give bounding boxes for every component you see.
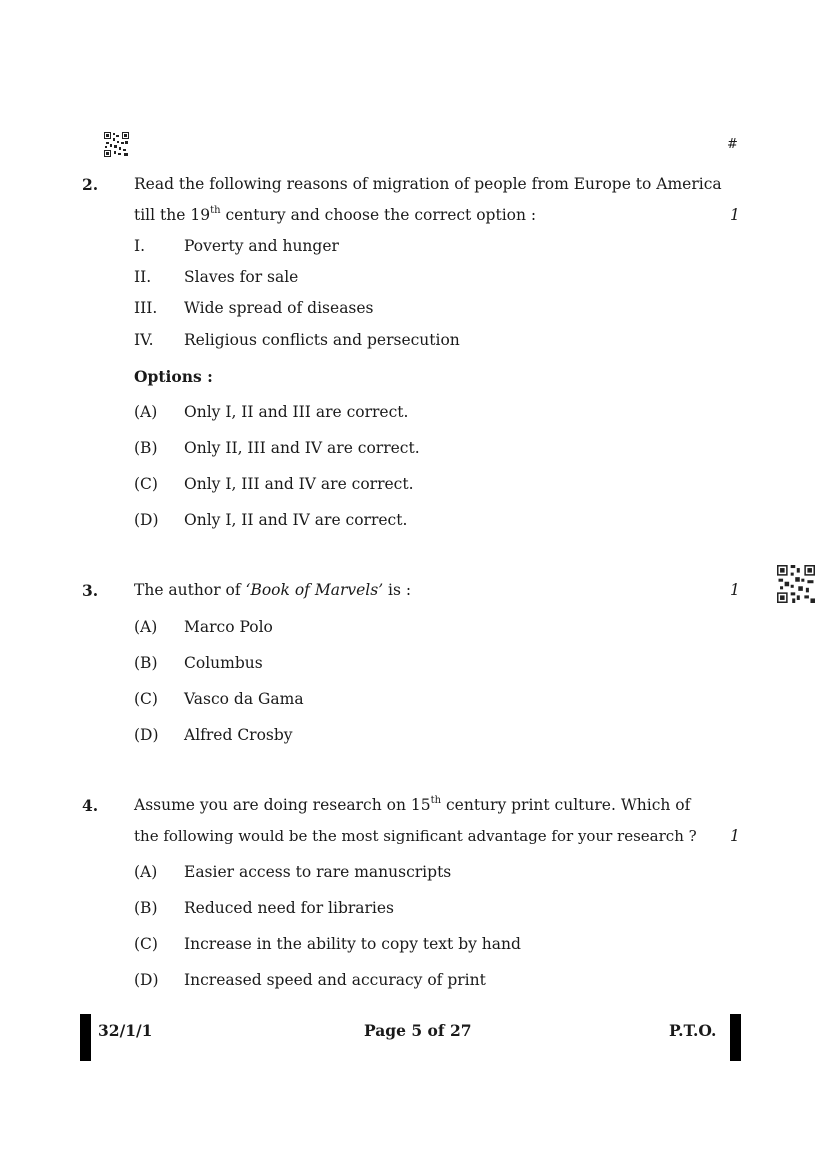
footer-left-bar: [80, 1014, 91, 1061]
option-label: (D): [134, 511, 159, 529]
option-text: Only II, III and IV are correct.: [184, 439, 420, 457]
option-text: Columbus: [184, 654, 263, 672]
option-label: (C): [134, 935, 158, 953]
option-label: (B): [134, 439, 158, 457]
qr-code-side: [777, 565, 815, 603]
question-text: the following would be the most significant advantage for your research ?: [134, 827, 697, 845]
footer-right-bar: [730, 1014, 741, 1061]
option-label: (D): [134, 971, 159, 989]
question-number: 3.: [82, 581, 99, 600]
option-text: Only I, II and III are correct.: [184, 403, 409, 421]
statement-text: Poverty and hunger: [184, 237, 339, 255]
question-number: 2.: [82, 175, 99, 194]
question-text: till the 19th century and choose the correct option :: [134, 205, 537, 224]
option-label: (A): [134, 618, 158, 636]
statement-text: Wide spread of diseases: [184, 299, 374, 317]
statement-text: Religious conflicts and persecution: [184, 331, 460, 349]
hash-mark: #: [727, 137, 738, 152]
marks: 1: [730, 581, 740, 599]
statement-number: IV.: [134, 331, 154, 349]
paper-code: 32/1/1: [98, 1021, 153, 1040]
page-number: Page 5 of 27: [364, 1021, 472, 1040]
marks: 1: [730, 206, 740, 224]
option-label: (B): [134, 654, 158, 672]
statement-text: Slaves for sale: [184, 268, 299, 286]
option-text: Vasco da Gama: [184, 690, 304, 708]
question-text: Read the following reasons of migration of people from Europe to America: [134, 175, 722, 193]
option-label: (C): [134, 690, 158, 708]
option-label: (C): [134, 475, 158, 493]
option-text: Only I, II and IV are correct.: [184, 511, 408, 529]
statement-number: II.: [134, 268, 152, 286]
option-label: (A): [134, 403, 158, 421]
option-text: Easier access to rare manuscripts: [184, 863, 452, 881]
question-number: 4.: [82, 796, 99, 815]
marks: 1: [730, 827, 740, 845]
option-label: (B): [134, 899, 158, 917]
options-heading: Options :: [134, 367, 213, 386]
option-text: Only I, III and IV are correct.: [184, 475, 414, 493]
option-label: (A): [134, 863, 158, 881]
qr-code-top: [104, 132, 129, 157]
option-text: Marco Polo: [184, 618, 273, 636]
option-label: (D): [134, 726, 159, 744]
question-text: The author of ‘Book of Marvels’ is :: [134, 581, 412, 599]
statement-number: I.: [134, 237, 146, 255]
statement-number: III.: [134, 299, 158, 317]
question-text: Assume you are doing research on 15th century print culture. Which of: [134, 795, 691, 814]
option-text: Increase in the ability to copy text by hand: [184, 935, 521, 953]
pto-label: P.T.O.: [669, 1021, 717, 1040]
option-text: Increased speed and accuracy of print: [184, 971, 486, 989]
option-text: Reduced need for libraries: [184, 899, 395, 917]
option-text: Alfred Crosby: [184, 726, 293, 744]
